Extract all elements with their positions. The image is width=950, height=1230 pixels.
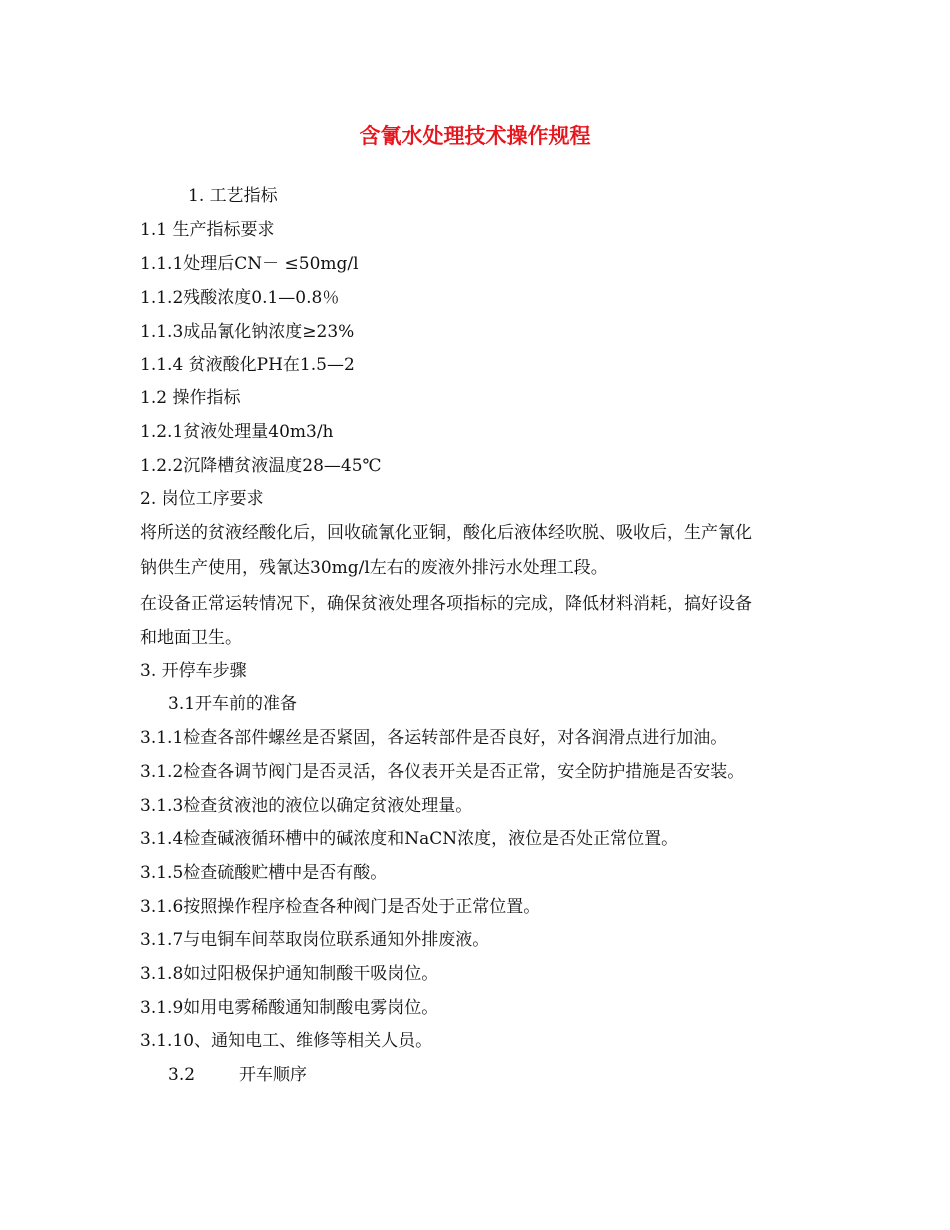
subsection-heading-1-1: 1.1 生产指标要求 xyxy=(140,220,275,240)
spec-item: 1.1.3成品氰化钠浓度≥23% xyxy=(140,322,355,342)
subsection-heading-1-2: 1.2 操作指标 xyxy=(140,388,241,408)
section-heading-2: 2. 岗位工序要求 xyxy=(140,489,264,509)
paragraph-line: 和地面卫生。 xyxy=(140,628,242,648)
checklist-item: 3.1.4检查碱液循环槽中的碱浓度和NaCN浓度，液位是否处正常位置。 xyxy=(140,829,679,849)
spec-item: 1.1.4 贫液酸化PH在1.5—2 xyxy=(140,355,355,375)
checklist-item: 3.1.3检查贫液池的液位以确定贫液处理量。 xyxy=(140,796,473,816)
section-heading-1: 1. 工艺指标 xyxy=(188,186,278,206)
checklist-item: 3.1.6按照操作程序检查各种阀门是否处于正常位置。 xyxy=(140,897,541,917)
spec-item: 1.2.2沉降槽贫液温度28—45℃ xyxy=(140,456,382,476)
checklist-item: 3.1.1检查各部件螺丝是否紧固，各运转部件是否良好，对各润滑点进行加油。 xyxy=(140,728,728,748)
checklist-item: 3.1.5检查硫酸贮槽中是否有酸。 xyxy=(140,863,388,883)
section-heading-3: 3. 开停车步骤 xyxy=(140,661,247,681)
checklist-item: 3.1.8如过阳极保护通知制酸干吸岗位。 xyxy=(140,964,439,984)
subsection-number: 3.2 xyxy=(168,1065,196,1085)
paragraph-line: 钠供生产使用，残氰达30mg/l左右的废液外排污水处理工段。 xyxy=(140,558,608,578)
spec-item: 1.2.1贫液处理量40m3/h xyxy=(140,422,334,442)
paragraph-line: 将所送的贫液经酸化后，回收硫氰化亚铜，酸化后液体经吹脱、吸收后，生产氰化 xyxy=(140,523,752,543)
paragraph-line: 在设备正常运转情况下，确保贫液处理各项指标的完成，降低材料消耗，搞好设备 xyxy=(140,594,752,614)
checklist-item: 3.1.10、通知电工、维修等相关人员。 xyxy=(140,1031,433,1051)
document-title: 含氰水处理技术操作规程 xyxy=(359,123,591,148)
spec-item: 1.1.2残酸浓度0.1—0.8％ xyxy=(140,288,340,308)
checklist-item: 3.1.2检查各调节阀门是否灵活，各仪表开关是否正常，安全防护措施是否安装。 xyxy=(140,762,745,782)
subsection-heading-3-2 xyxy=(168,1063,307,1087)
subsection-heading-3-1: 3.1开车前的准备 xyxy=(168,694,298,714)
checklist-item: 3.1.9如用电雾稀酸通知制酸电雾岗位。 xyxy=(140,998,439,1018)
spec-item: 1.1.1处理后CN－ ≤50mg/l xyxy=(140,254,359,274)
checklist-item: 3.1.7与电铜车间萃取岗位联系通知外排废液。 xyxy=(140,930,490,950)
subsection-label: 开车顺序 xyxy=(239,1065,308,1085)
